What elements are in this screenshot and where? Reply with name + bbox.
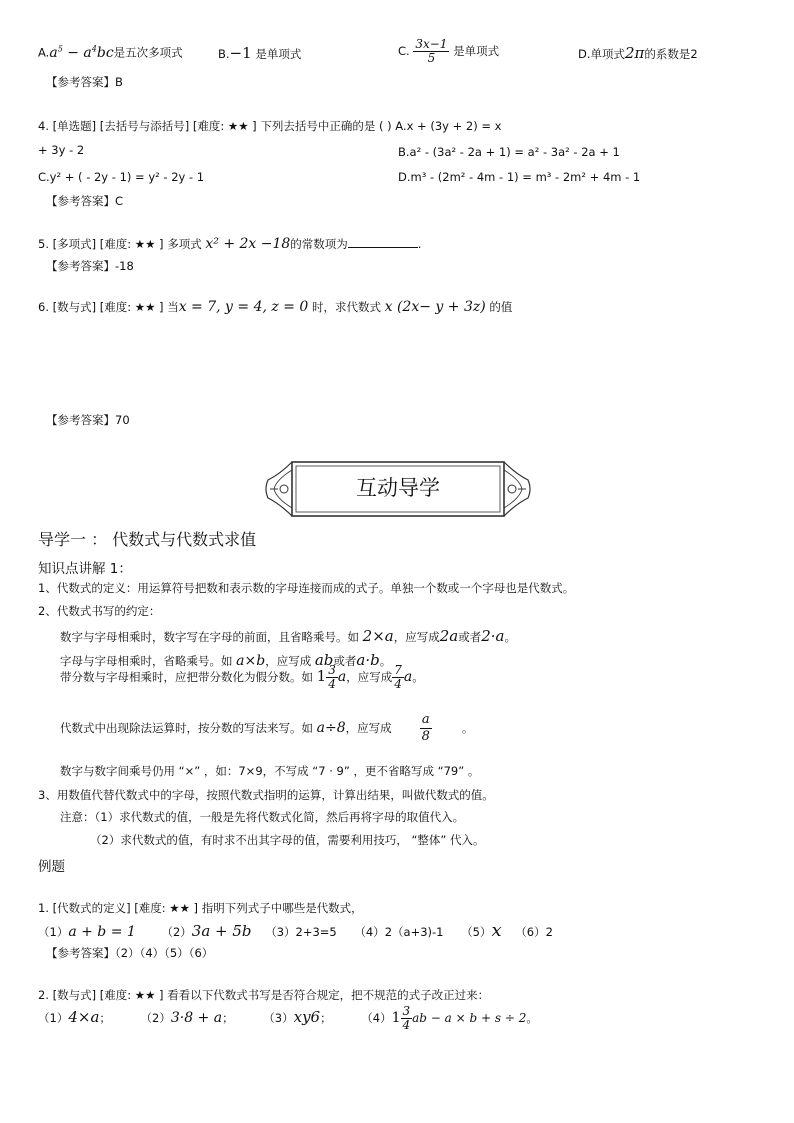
rule-text: ，应写成 [345, 721, 392, 735]
section-title: 导学一 ： 代数式与代数式求值 [38, 530, 257, 549]
rule-text: 。 [412, 670, 424, 684]
option-separator: ； [99, 1011, 111, 1025]
option-d-label: D.单项式 [578, 47, 626, 61]
option-text: （3）2+3=5 [265, 925, 337, 939]
option-math: ab − a × b + s ÷ 2 [412, 1011, 527, 1025]
mixed-fraction [401, 1005, 413, 1032]
option-b-label: B. [218, 47, 230, 61]
option-a-label: A. [38, 45, 50, 60]
example-2-options [38, 1005, 538, 1032]
note-one: 注意：（1）求代数式的值，一般是先将代数式化简，然后再将字母的取值代入。 [60, 810, 465, 824]
option-b-text: 是单项式 [251, 47, 302, 61]
rule-math: a [337, 669, 347, 685]
rule-math: ab [314, 651, 334, 669]
q3-option-b [218, 44, 301, 62]
rule-text: 。 [379, 654, 392, 668]
fraction-denominator: 5 [427, 51, 436, 65]
rule-number-number: 数字与数字间乘号仍用 “×” ，如：7×9，不写成 “7 · 9” ，更不省略写成 “79” 。 [60, 764, 480, 778]
q5-period: . [417, 237, 422, 251]
q6-text-tail: 的值 [485, 300, 513, 314]
option-end: 。 [526, 1011, 538, 1025]
q6-values: x = 7, y = 4, z = 0 [178, 299, 309, 315]
fraction-numerator: 3 [328, 663, 336, 677]
q3-option-d [578, 44, 698, 62]
division-fraction [420, 712, 432, 745]
convention-title: 2、代数式书写的约定： [38, 604, 161, 618]
q4-option-b: B.a² - (3a² - 2a + 1) = a² - 3a² - 2a + 1 [398, 145, 620, 159]
example-1-answer: 【参考答案】（2）（4）（5）（6） [46, 946, 214, 960]
answer-blank[interactable] [348, 235, 418, 248]
q4-question-continued: + 3y - 2 [38, 143, 85, 157]
q6-question [38, 299, 512, 315]
option-separator: ； [320, 1011, 332, 1025]
q6-expression: x (2x− y + 3z) [384, 299, 486, 315]
q4-option-c: C.y² + ( - 2y - 1) = y² - 2y - 1 [38, 170, 205, 184]
rule-math: 2×a [362, 627, 394, 645]
fraction-denominator: 4 [402, 1018, 411, 1032]
mixed-whole: 1 [316, 667, 327, 685]
q5-text-tail: 的常数项为 [290, 237, 348, 251]
fraction-denominator: 4 [394, 677, 402, 691]
mixed-fraction [326, 664, 338, 691]
q4-answer: 【参考答案】C [46, 194, 124, 208]
section-banner [262, 458, 534, 520]
q6-text: 6. [数与式] [难度: ★★ ] 当 [38, 300, 179, 314]
q5-text: 5. [多项式] [难度: ★★ ] 多项式 [38, 237, 206, 251]
q3-option-a [38, 44, 183, 61]
improper-fraction [392, 664, 404, 691]
definition-text: 1、代数式的定义：用运算符号把数和表示数的字母连接而成的式子。单独一个数或一个字母也是代数式。 [38, 581, 575, 595]
example-1-options [38, 920, 553, 941]
rule-math: a·b [356, 651, 380, 669]
examples-title: 例题 [38, 859, 65, 875]
rule-math: a÷8 [316, 720, 346, 736]
q3-option-c [398, 38, 499, 65]
q5-answer: 【参考答案】-18 [46, 259, 134, 273]
q4-question: 4. [单选题] [去括号与添括号] [难度: ★★ ] 下列去括号中正确的是 ( ) A.x + (3y + 2) = x [38, 119, 502, 133]
rule-text: 或者 [458, 630, 482, 644]
option-c-label: C. [398, 44, 410, 58]
option-a-math: $a^5 - a^4bc$ [49, 44, 114, 61]
fraction-numerator: 3 [402, 1004, 411, 1018]
option-text: （6）2 [515, 925, 553, 939]
option-label: （4） [361, 1011, 392, 1025]
option-label: （5） [461, 925, 492, 939]
rule-text: 带分数与字母相乘时，应把带分数化为假分数。如 [60, 670, 317, 684]
rule-text: ，应写成 [346, 670, 393, 684]
knowledge-title: 知识点讲解 1： [38, 561, 132, 577]
rule-math: a×b [236, 653, 266, 669]
option-a-text: 是五次多项式 [113, 45, 183, 60]
option-separator: ； [222, 1011, 234, 1025]
option-label: （2） [161, 925, 192, 939]
option-d-text: 的系数是2 [644, 47, 698, 61]
rule-text: ，应写成 [265, 654, 315, 668]
rule-division [60, 712, 473, 745]
q4-option-d: D.m³ - (2m² - 4m - 1) = m³ - 2m² + 4m - 1 [398, 170, 641, 184]
q5-question [38, 235, 421, 252]
rule-text: 数字与字母相乘时，数字写在字母的前面，且省略乘号。如 [60, 630, 363, 644]
rule-mixed-fraction [60, 664, 424, 691]
option-label: （3） [263, 1011, 294, 1025]
q6-answer: 【参考答案】70 [46, 413, 130, 427]
rule-text: 。 [504, 630, 516, 644]
fraction-numerator: a [420, 712, 432, 729]
fraction-denominator: 4 [328, 677, 336, 691]
q6-text-mid: 时，求代数式 [308, 300, 385, 314]
option-math: a + b = 1 [68, 924, 136, 940]
option-label: （1） [38, 925, 69, 939]
option-math: 4×a [68, 1008, 100, 1026]
option-math: x [491, 920, 502, 941]
fraction-numerator: 3x−1 [415, 37, 448, 51]
option-math: 3·8 + a [170, 1010, 223, 1026]
option-label: （1） [38, 1011, 69, 1025]
option-label: （2） [140, 1011, 171, 1025]
rule-text: 代数式中出现除法运算时，按分数的写法来写。如 [60, 721, 317, 735]
option-text: （4）2（a+3)-1 [354, 925, 444, 939]
rule-number-letter [60, 627, 516, 645]
banner-title: 互动导学 [356, 476, 440, 500]
q3-answer: 【参考答案】B [46, 75, 123, 89]
example-2-question: 2. [数与式] [难度: ★★ ] 看看以下代数式书写是否符合规定，把不规范的式子改正过来： [38, 988, 490, 1002]
option-d-math: 2π [625, 44, 645, 62]
option-math: xy6 [293, 1008, 321, 1026]
option-b-math: −1 [229, 44, 252, 62]
rule-math: a [403, 669, 413, 685]
rule-math: 2a [439, 627, 459, 645]
rule-text: 字母与字母相乘时，省略乘号。如 [60, 654, 237, 668]
rule-text: 或者 [333, 654, 357, 668]
value-definition: 3、用数值代替代数式中的字母，按照代数式指明的运算，计算出结果，叫做代数式的值。 [38, 788, 494, 802]
rule-text: 。 [461, 721, 474, 735]
option-c-fraction [413, 38, 449, 65]
q5-polynomial: x² + 2x −18 [205, 236, 291, 252]
note-two: （2）求代数式的值，有时求不出其字母的值，需要利用技巧， “整体” 代入。 [90, 833, 485, 847]
fraction-numerator: 7 [394, 663, 402, 677]
example-1-question: 1. [代数式的定义] [难度: ★★ ] 指明下列式子中哪些是代数式， [38, 901, 363, 915]
rule-math: 2·a [481, 627, 505, 645]
option-c-text: 是单项式 [449, 44, 500, 58]
mixed-whole: 1 [391, 1010, 401, 1026]
fraction-denominator: 8 [421, 729, 430, 744]
rule-text: ，应写成 [393, 630, 440, 644]
option-math: 3a + 5b [191, 922, 252, 940]
